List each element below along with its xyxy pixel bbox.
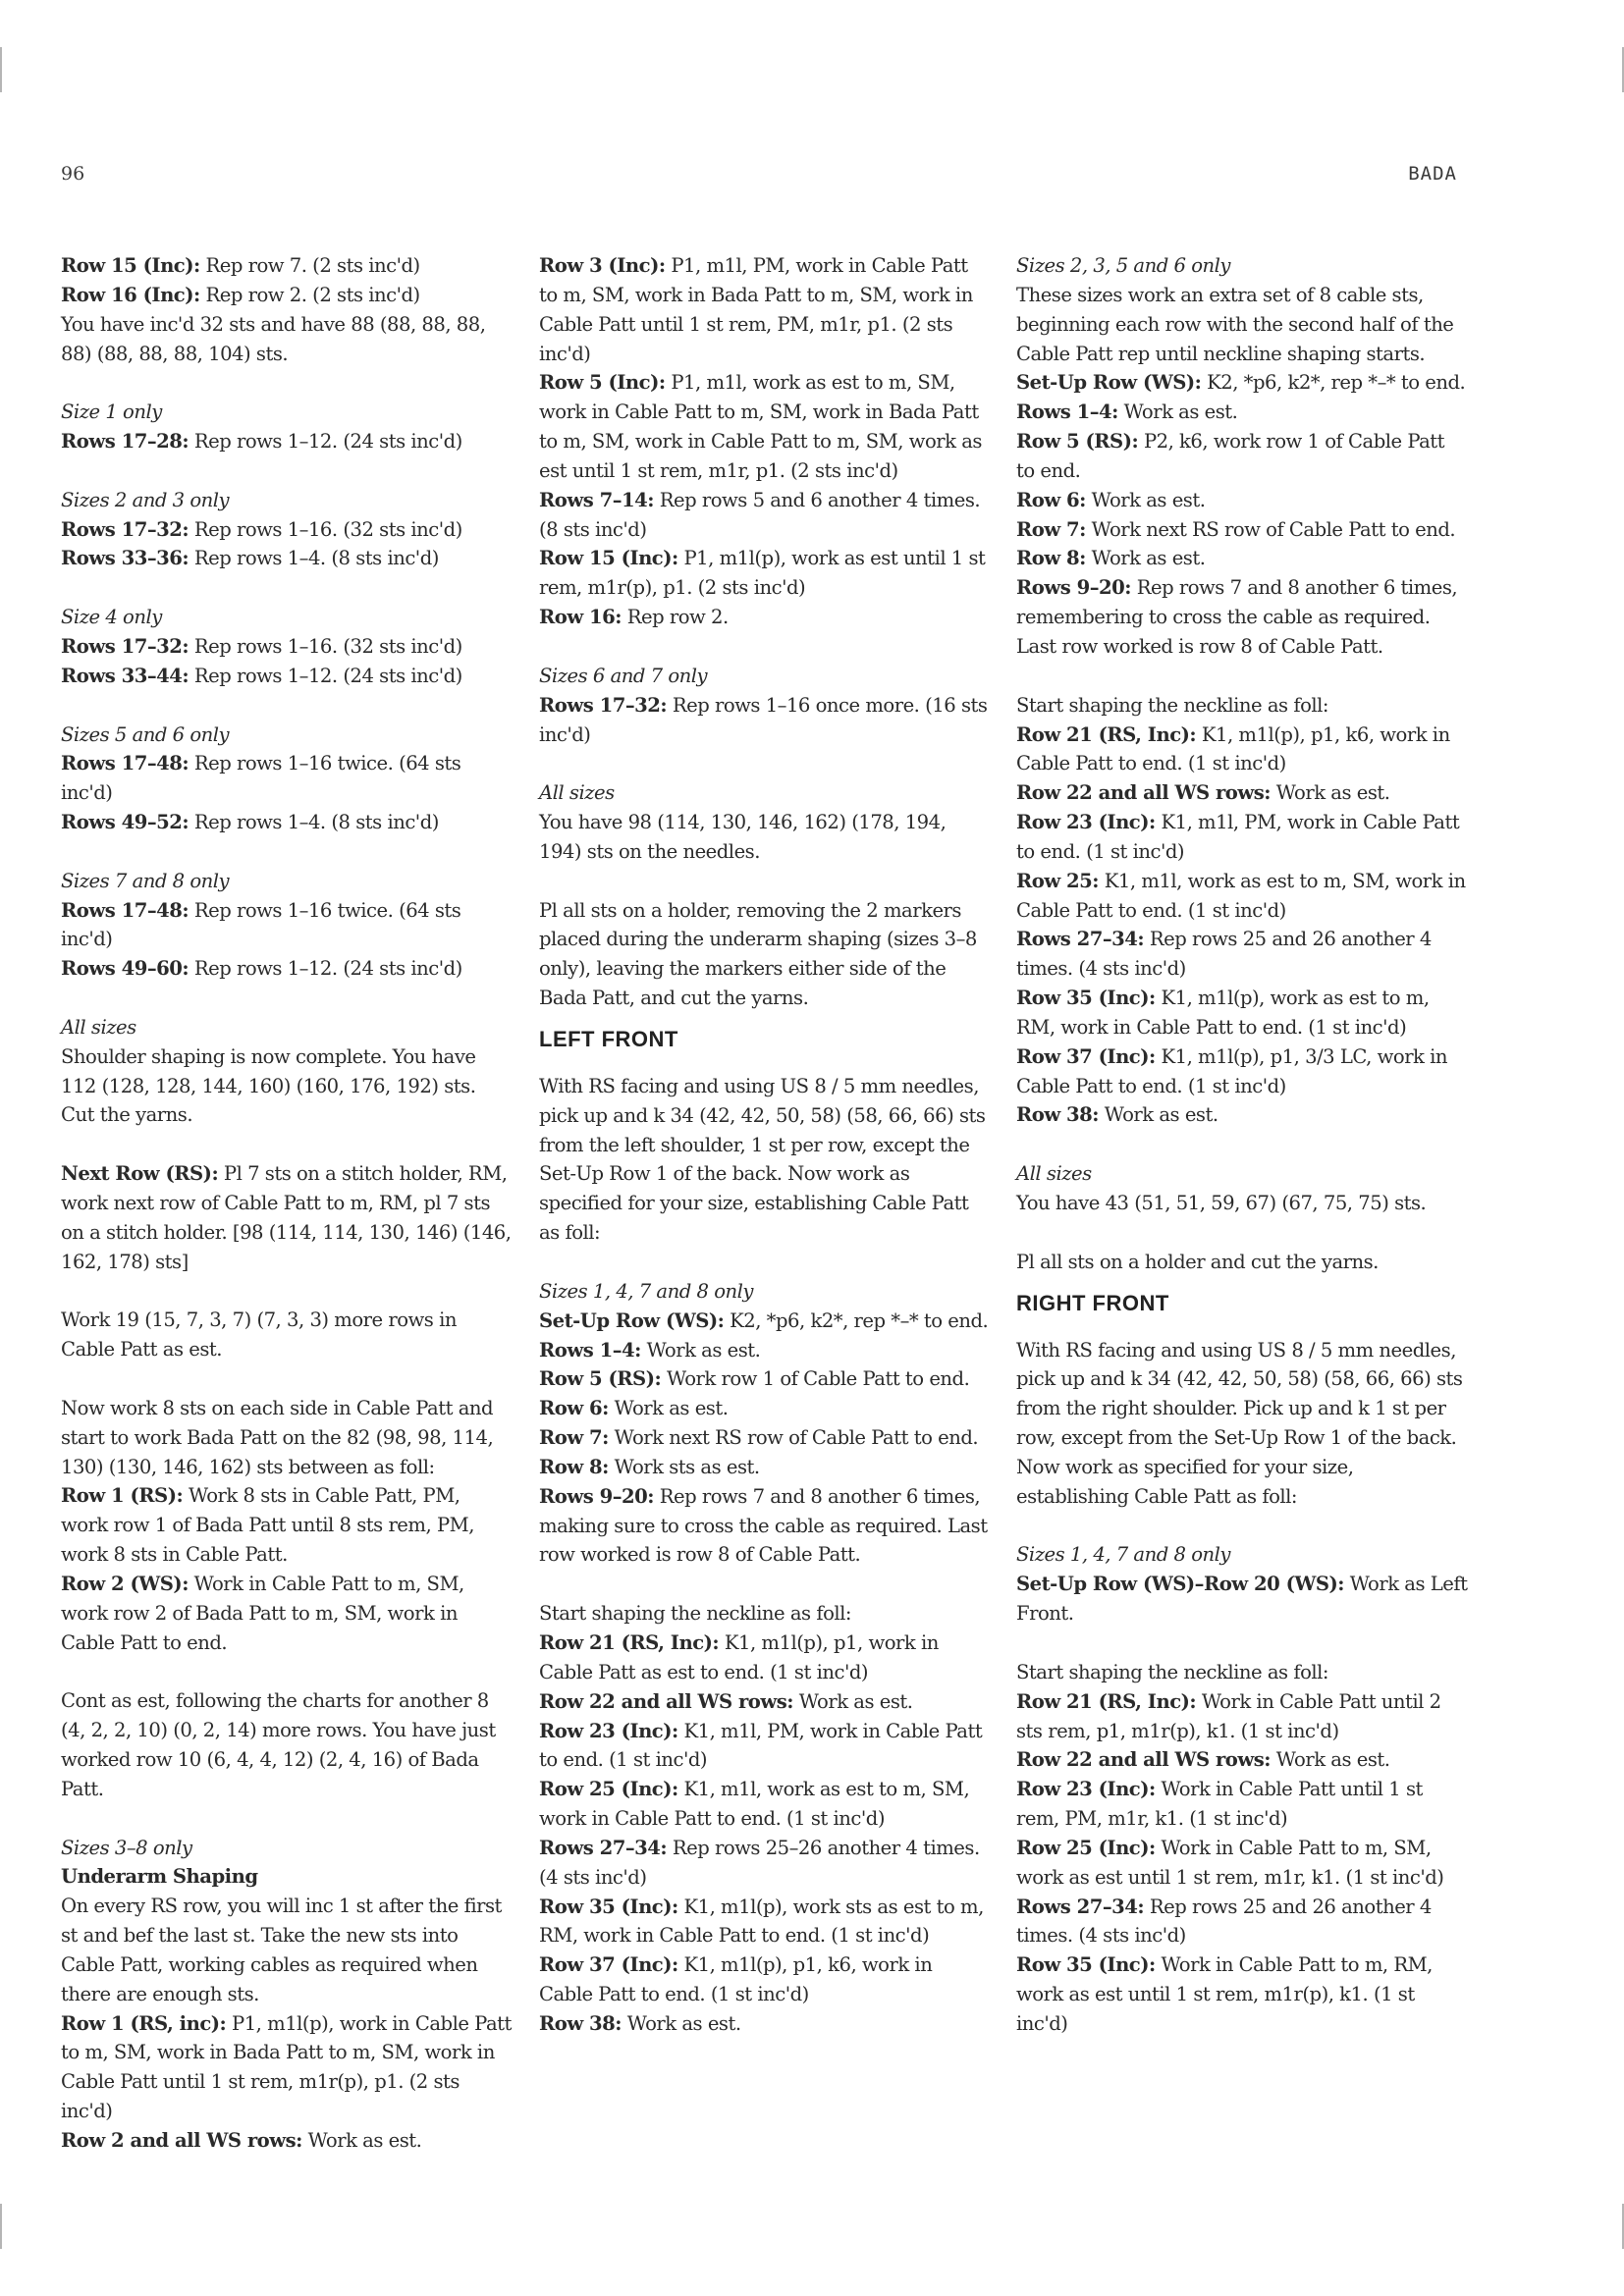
row-label: Row 38:: [1016, 1103, 1100, 1127]
instruction-text: P1, m1l, PM, work in Cable Patt to m, SM, work in Bada Patt to m, SM, work in Cable Patt until 1 st rem, PM, m1r, p1. (2 sts inc'd): [539, 254, 973, 365]
instruction-text: K1, m1l(p), work sts as est to m, RM, work in Cable Patt to end. (1 st inc'd): [539, 1895, 984, 1948]
instruction-text: Work next RS row of Cable Patt to end.: [1085, 517, 1456, 541]
row-label: Row 16:: [539, 606, 623, 629]
running-head: BADA: [1408, 163, 1457, 185]
row-label: Row 35 (Inc):: [1016, 987, 1156, 1010]
text-line: [1016, 515, 1468, 545]
instruction-text: Rep rows 7 and 8 another 6 times, remembering to cross the cable as required. Last row worked is row 8 of Cable Patt.: [1016, 576, 1458, 658]
instruction-text: Work in Cable Patt until 2 sts rem, p1, m1r(p), k1. (1 st inc'd): [1016, 1689, 1441, 1742]
instruction-text: Rep rows 1–12. (24 sts inc'd): [189, 664, 462, 687]
paragraph: [61, 251, 513, 368]
instruction-text: Cont as est, following the charts for another 8 (4, 2, 2, 10) (0, 2, 14) more rows. You have just worked row 10 (6, 4, 4, 12) (2, 4, 16) of Bada Patt.: [61, 1689, 496, 1800]
instruction-text: Rep rows 1–12. (24 sts inc'd): [189, 430, 462, 454]
instruction-text: These sizes work an extra set of 8 cable sts, beginning each row with the second half of the Cable Patt rep until neckline shaping starts.: [1016, 283, 1454, 365]
row-label: Row 23 (Inc):: [539, 1719, 678, 1742]
paragraph: [1016, 1658, 1468, 2039]
row-label: Row 2 (WS):: [61, 1572, 189, 1595]
paragraph: [1016, 251, 1468, 662]
text-line: [539, 544, 991, 603]
text-line: [61, 1159, 513, 1276]
text-line: [539, 1453, 991, 1482]
text-line: [61, 749, 513, 808]
crop-mark: [0, 47, 2, 92]
instruction-text: Work as est.: [1099, 1103, 1218, 1127]
text-line: [539, 662, 991, 691]
instruction-text: Rep rows 1–16 twice. (64 sts inc'd): [61, 898, 461, 951]
row-label: Rows 17–48:: [61, 898, 189, 922]
instruction-text: With RS facing and using US 8 / 5 mm needles, pick up and k 34 (42, 42, 50, 58) (58, 66, 66) sts from the left shoulder, 1 st per row, except the Set-Up Row 1 of the back. Now work as specified for your size, establishing Cable Patt as foll:: [539, 1074, 986, 1245]
text-line: [539, 1834, 991, 1893]
instruction-text: Work as est.: [301, 2129, 422, 2152]
paragraph: [539, 1072, 991, 1248]
row-label: Row 5 (RS):: [1016, 430, 1139, 454]
text-line: [61, 1834, 513, 1863]
text-line: [1016, 1540, 1468, 1570]
instruction-text: On every RS row, you will inc 1 st after the first st and bef the last st. Take the new sts into Cable Patt, working cables as required when there are enough sts.: [61, 1895, 502, 2005]
row-label: Rows 49–60:: [61, 957, 189, 981]
instruction-text: Rep rows 25 and 26 another 4 times. (4 sts inc'd): [1016, 928, 1432, 981]
instruction-text: Work 8 sts in Cable Patt, PM, work row 1 of Bada Patt until 8 sts rem, PM, work 8 sts in Cable Patt.: [61, 1484, 474, 1567]
instruction-text: With RS facing and using US 8 / 5 mm needles, pick up and k 34 (42, 42, 50, 58) (58, 66, 66) sts from the right shoulder. Pick up and k 1 st per row, except from the Set-Up Row 1 of the back. Now work as specified for your size, establishing Cable Patt as foll:: [1016, 1338, 1463, 1508]
size-label: Sizes 1, 4, 7 and 8 only: [539, 1279, 753, 1303]
row-label: Row 3 (Inc):: [539, 254, 666, 277]
instruction-text: Work as est.: [1271, 1748, 1390, 1772]
text-line: [1016, 368, 1468, 398]
text-line: [61, 251, 513, 281]
text-line: [61, 1686, 513, 1803]
instruction-text: P1, m1l(p), work in Cable Patt to m, SM, work in Bada Patt to m, SM, work in Cable Patt until 1 st rem, m1r(p), p1. (2 sts inc'd): [61, 2011, 512, 2123]
instruction-text: Pl all sts on a holder and cut the yarns.: [1016, 1250, 1379, 1273]
row-label: Row 23 (Inc):: [1016, 811, 1156, 834]
text-line: [61, 1013, 513, 1042]
row-label: Row 5 (Inc):: [539, 371, 666, 395]
row-label: Next Row (RS):: [61, 1162, 219, 1186]
text-line: [61, 281, 513, 310]
row-label: Rows 17–32:: [539, 693, 668, 717]
paragraph: [1016, 1540, 1468, 1629]
paragraph: [1016, 1159, 1468, 1218]
row-label: Row 8:: [1016, 547, 1086, 570]
text-line: [1016, 1570, 1468, 1629]
page-number: 96: [61, 163, 85, 185]
text-line: [539, 1307, 991, 1336]
text-line: [61, 310, 513, 369]
text-line: [1016, 573, 1468, 662]
text-line: [1016, 1336, 1468, 1512]
instruction-text: Now work 8 sts on each side in Cable Patt and start to work Bada Patt on the 82 (98, 98, 114, 130) (130, 146, 162) sts between as foll:: [61, 1396, 494, 1478]
row-label: Row 6:: [1016, 488, 1086, 511]
paragraph: [61, 603, 513, 691]
text-line: [61, 1394, 513, 1482]
instruction-text: Work as est.: [1271, 781, 1390, 805]
paragraph: [1016, 1248, 1468, 1277]
text-line: [61, 1306, 513, 1364]
instruction-text: You have 98 (114, 130, 146, 162) (178, 194, 194) sts on the needles.: [539, 811, 947, 863]
instruction-text: K1, m1l, work as est to m, SM, work in Cable Patt to end. (1 st inc'd): [539, 1778, 970, 1831]
row-label: Row 35 (Inc):: [1016, 1953, 1156, 1977]
text-line: [1016, 486, 1468, 515]
instruction-text: Work as est.: [1085, 488, 1206, 511]
row-label: Row 25 (Inc):: [539, 1778, 678, 1801]
text-line: [61, 721, 513, 750]
text-line: [1016, 1159, 1468, 1189]
instruction-text: Shoulder shaping is now complete. You have 112 (128, 128, 144, 160) (160, 176, 192) sts. Cut the yarns.: [61, 1044, 476, 1127]
row-label: Rows 17–28:: [61, 430, 189, 454]
instruction-text: P1, m1l(p), work as est until 1 st rem, m1r(p), p1. (2 sts inc'd): [539, 547, 986, 600]
text-line: [539, 1336, 991, 1365]
text-line: [539, 1629, 991, 1687]
text-line: [539, 1072, 991, 1248]
instruction-text: Work as est.: [640, 1338, 761, 1362]
text-line: [1016, 778, 1468, 808]
size-label: Size 4 only: [61, 606, 162, 629]
paragraph: [61, 1306, 513, 1364]
text-line: [61, 1892, 513, 2008]
instruction-text: Rep rows 25–26 another 4 times. (4 sts inc'd): [539, 1836, 980, 1889]
row-label: Row 22 and all WS rows:: [539, 1689, 793, 1713]
text-line: [1016, 984, 1468, 1042]
instruction-text: Work in Cable Patt to m, SM, work as est until 1 st rem, m1r, k1. (1 st inc'd): [1016, 1836, 1444, 1889]
text-line: [61, 515, 513, 545]
text-line: [1016, 1189, 1468, 1218]
instruction-text: You have inc'd 32 sts and have 88 (88, 88, 88, 88) (88, 88, 88, 104) sts.: [61, 312, 486, 365]
instruction-text: Work 19 (15, 7, 3, 7) (7, 3, 3) more rows in Cable Patt as est.: [61, 1308, 457, 1362]
row-label: Set-Up Row (WS):: [1016, 371, 1202, 395]
row-label: Row 6:: [539, 1397, 609, 1420]
instruction-text: Work as est.: [793, 1689, 913, 1713]
row-label: Row 21 (RS, Inc):: [1016, 1689, 1197, 1713]
instruction-text: Rep rows 1–16. (32 sts inc'd): [189, 634, 462, 658]
text-line: [61, 1042, 513, 1131]
crop-mark: [0, 2204, 2, 2249]
instruction-text: Start shaping the neckline as foll:: [1016, 693, 1329, 717]
text-line: [1016, 1834, 1468, 1893]
paragraph: [61, 1394, 513, 1658]
size-label: All sizes: [1016, 1162, 1092, 1186]
text-line: [1016, 1100, 1468, 1130]
instruction-text: K1, m1l(p), p1, k6, work in Cable Patt to end. (1 st inc'd): [539, 1953, 933, 2006]
text-line: [539, 1277, 991, 1307]
text-line: [1016, 808, 1468, 867]
row-label: Row 21 (RS, Inc):: [539, 1630, 720, 1654]
row-label: Rows 1–4:: [1016, 400, 1118, 424]
paragraph: [539, 896, 991, 1013]
text-line: [539, 1775, 991, 1834]
instruction-text: K1, m1l(p), work as est to m, RM, work in Cable Patt to end. (1 st inc'd): [1016, 987, 1430, 1039]
size-label: Size 1 only: [61, 400, 162, 424]
instruction-text: Work in Cable Patt until 1 st rem, PM, m1r, k1. (1 st inc'd): [1016, 1778, 1423, 1831]
text-line: [61, 867, 513, 896]
instruction-text: Rep rows 1–4. (8 sts inc'd): [189, 811, 439, 834]
instruction-text: K1, m1l(p), p1, k6, work in Cable Patt to end. (1 st inc'd): [1016, 722, 1450, 775]
row-label: Rows 7–14:: [539, 488, 655, 511]
text-line: [1016, 251, 1468, 281]
text-line: [539, 1482, 991, 1571]
text-line: [539, 778, 991, 808]
paragraph: [539, 1277, 991, 1570]
text-line: [1016, 398, 1468, 427]
paragraph: [61, 1686, 513, 1803]
text-line: [61, 603, 513, 632]
instruction-text: Work sts as est.: [608, 1455, 760, 1478]
instruction-text: Rep rows 1–16 once more. (16 sts inc'd): [539, 693, 988, 746]
instruction-text: Work as est.: [608, 1397, 729, 1420]
text-line: [61, 808, 513, 837]
text-line: [1016, 1775, 1468, 1834]
row-label: Rows 17–32:: [61, 517, 189, 541]
instruction-text: K1, m1l(p), p1, work in Cable Patt as est to end. (1 st inc'd): [539, 1630, 939, 1683]
row-label: Row 37 (Inc):: [1016, 1044, 1156, 1068]
instruction-text: Start shaping the neckline as foll:: [1016, 1660, 1329, 1683]
text-line: [539, 1950, 991, 2009]
paragraph: [61, 721, 513, 837]
instruction-text: Work in Cable Patt to m, SM, work row 2 of Bada Patt to m, SM, work in Cable Patt to end.: [61, 1572, 464, 1654]
row-label: Set-Up Row (WS)–Row 20 (WS):: [1016, 1573, 1344, 1596]
size-label: Sizes 6 and 7 only: [539, 664, 708, 687]
paragraph: [1016, 1336, 1468, 1512]
instruction-text: Start shaping the neckline as foll:: [539, 1602, 852, 1626]
text-line: [539, 1687, 991, 1717]
text-line: [61, 2009, 513, 2126]
size-label: All sizes: [61, 1015, 136, 1039]
row-label: Row 7:: [539, 1426, 609, 1450]
instruction-text: Work as est.: [1117, 400, 1238, 424]
text-line: [539, 486, 991, 545]
row-label: Rows 33–36:: [61, 547, 189, 570]
row-label: Rows 33–44:: [61, 664, 189, 687]
text-line: [539, 1717, 991, 1776]
text-line: [539, 2009, 991, 2039]
instruction-text: You have 43 (51, 51, 59, 67) (67, 75, 75) sts.: [1016, 1192, 1427, 1214]
paragraph: [61, 867, 513, 984]
instruction-text: Rep rows 1–16. (32 sts inc'd): [189, 517, 462, 541]
instruction-text: K1, m1l(p), p1, 3/3 LC, work in Cable Patt to end. (1 st inc'd): [1016, 1044, 1448, 1097]
row-label: Row 16 (Inc):: [61, 283, 200, 306]
instruction-text: Work as est.: [622, 2011, 741, 2035]
paragraph: [61, 1834, 513, 2156]
text-line: [1016, 427, 1468, 486]
text-line: [61, 662, 513, 691]
text-line: [61, 544, 513, 573]
size-label: Sizes 7 and 8 only: [61, 869, 230, 892]
paragraph: [539, 1599, 991, 2039]
paragraph: [61, 1159, 513, 1276]
row-label: Rows 49–52:: [61, 811, 189, 834]
row-label: Row 5 (RS):: [539, 1367, 662, 1391]
row-label: Rows 27–34:: [1016, 1895, 1145, 1918]
text-line: [61, 1862, 513, 1892]
instruction-text: Rep rows 7 and 8 another 6 times, making sure to cross the cable as required. Last row worked is row 8 of Cable Patt.: [539, 1484, 988, 1567]
row-label: Row 38:: [539, 2011, 623, 2035]
paragraph: [61, 398, 513, 456]
text-line: [539, 1364, 991, 1394]
instruction-text: Pl all sts on a holder, removing the 2 markers placed during the underarm shaping (sizes 3–8 only), leaving the markers either side of the Bada Patt, and cut the yarns.: [539, 898, 977, 1010]
instruction-text: Work in Cable Patt to m, RM, work as est until 1 st rem, m1r(p), k1. (1 st inc'd): [1016, 1953, 1433, 2035]
instruction-text: K1, m1l, PM, work in Cable Patt to end. (1 st inc'd): [1016, 811, 1460, 863]
instruction-text: K1, m1l, PM, work in Cable Patt to end. (1 st inc'd): [539, 1719, 983, 1772]
row-label: Underarm Shaping: [61, 1865, 258, 1889]
text-line: [539, 896, 991, 1013]
text-line: [1016, 1042, 1468, 1101]
text-line: [539, 691, 991, 750]
size-label: Sizes 5 and 6 only: [61, 722, 230, 746]
text-line: [1016, 1950, 1468, 2039]
size-label: Sizes 3–8 only: [61, 1836, 192, 1859]
paragraph: [539, 778, 991, 867]
instruction-text: Rep rows 25 and 26 another 4 times. (4 sts inc'd): [1016, 1895, 1432, 1948]
row-label: Row 7:: [1016, 517, 1086, 541]
paragraph: [539, 251, 991, 632]
instruction-text: K2, *p6, k2*, rep *–* to end.: [724, 1308, 989, 1332]
text-line: [1016, 544, 1468, 573]
text-line: [1016, 281, 1468, 369]
instruction-text: Rep rows 1–16 twice. (64 sts inc'd): [61, 752, 461, 805]
paragraph: [1016, 691, 1468, 1131]
instruction-text: Rep row 7. (2 sts inc'd): [199, 254, 420, 277]
text-line: [539, 603, 991, 632]
row-label: Row 23 (Inc):: [1016, 1778, 1156, 1801]
instruction-text: P1, m1l, work as est to m, SM, work in Cable Patt to m, SM, work in Bada Patt to m, SM, work in Cable Patt to m, SM, work as est until 1 st rem, m1r, p1. (2 sts inc'd): [539, 371, 982, 482]
text-column-3: [1016, 251, 1468, 2068]
size-label: All sizes: [539, 781, 615, 805]
row-label: Row 15 (Inc):: [61, 254, 200, 277]
text-line: [61, 486, 513, 515]
text-line: [61, 2126, 513, 2156]
text-line: [1016, 1687, 1468, 1746]
text-line: [1016, 1248, 1468, 1277]
text-line: [539, 1394, 991, 1423]
instruction-text: Work row 1 of Cable Patt to end.: [661, 1367, 970, 1391]
row-label: Row 21 (RS, Inc):: [1016, 722, 1197, 746]
text-line: [1016, 925, 1468, 984]
row-label: Rows 17–32:: [61, 634, 189, 658]
paragraph: [539, 662, 991, 750]
text-line: [61, 398, 513, 427]
text-line: [61, 1481, 513, 1570]
paragraph: [61, 1013, 513, 1130]
text-line: [539, 1599, 991, 1629]
row-label: Row 35 (Inc):: [539, 1895, 678, 1918]
instruction-text: Rep rows 1–4. (8 sts inc'd): [189, 547, 439, 570]
instruction-text: Rep rows 5 and 6 another 4 times. (8 sts inc'd): [539, 488, 981, 541]
instruction-text: Work next RS row of Cable Patt to end.: [608, 1426, 979, 1450]
size-label: Sizes 2 and 3 only: [61, 488, 230, 511]
text-column-2: [539, 251, 991, 2068]
row-label: Rows 9–20:: [1016, 576, 1132, 600]
size-label: Sizes 2, 3, 5 and 6 only: [1016, 254, 1230, 277]
instruction-text: K2, *p6, k2*, rep *–* to end.: [1201, 371, 1466, 395]
text-line: [1016, 1745, 1468, 1775]
text-column-1: [61, 251, 513, 2185]
paragraph: [61, 486, 513, 574]
row-label: Row 2 and all WS rows:: [61, 2129, 302, 2152]
row-label: Row 1 (RS):: [61, 1484, 184, 1508]
row-label: Rows 9–20:: [539, 1484, 655, 1508]
instruction-text: Work as Left Front.: [1016, 1573, 1468, 1626]
text-line: [61, 427, 513, 456]
section-heading: RIGHT FRONT: [1016, 1290, 1169, 1315]
row-label: Rows 17–48:: [61, 752, 189, 775]
text-line: [539, 1423, 991, 1453]
text-line: [1016, 867, 1468, 926]
row-label: Row 25 (Inc):: [1016, 1836, 1156, 1859]
row-label: Row 15 (Inc):: [539, 547, 678, 570]
instruction-text: Work as est.: [1085, 547, 1206, 570]
row-label: Row 1 (RS, inc):: [61, 2011, 227, 2035]
row-label: Rows 27–34:: [1016, 928, 1145, 951]
text-line: [539, 1893, 991, 1951]
instruction-text: K1, m1l, work as est to m, SM, work in Cable Patt to end. (1 st inc'd): [1016, 869, 1466, 922]
text-line: [539, 808, 991, 867]
instruction-text: Rep rows 1–12. (24 sts inc'd): [189, 957, 462, 981]
text-line: [539, 251, 991, 368]
row-label: Rows 27–34:: [539, 1836, 668, 1859]
row-label: Row 22 and all WS rows:: [1016, 1748, 1271, 1772]
text-line: [539, 368, 991, 485]
row-label: Row 8:: [539, 1455, 609, 1478]
text-line: [1016, 1658, 1468, 1687]
text-line: [61, 896, 513, 955]
text-line: [1016, 691, 1468, 721]
instruction-text: Pl 7 sts on a stitch holder, RM, work next row of Cable Patt to m, RM, pl 7 sts on a stitch holder. [98 (114, 114, 130, 146) (146, 162, 178) sts]: [61, 1162, 512, 1273]
instruction-text: P2, k6, work row 1 of Cable Patt to end.: [1016, 430, 1445, 482]
size-label: Sizes 1, 4, 7 and 8 only: [1016, 1543, 1230, 1567]
text-line: [61, 632, 513, 662]
row-label: Row 37 (Inc):: [539, 1953, 678, 1977]
row-label: Row 22 and all WS rows:: [1016, 781, 1271, 805]
instruction-text: Rep row 2.: [622, 606, 729, 629]
text-line: [1016, 1893, 1468, 1951]
row-label: Row 25:: [1016, 869, 1100, 892]
text-line: [61, 954, 513, 984]
row-label: Rows 1–4:: [539, 1338, 641, 1362]
instruction-text: Rep row 2. (2 sts inc'd): [199, 283, 420, 306]
text-line: [61, 1570, 513, 1658]
text-line: [1016, 721, 1468, 779]
row-label: Set-Up Row (WS):: [539, 1308, 725, 1332]
section-heading: LEFT FRONT: [539, 1026, 678, 1051]
